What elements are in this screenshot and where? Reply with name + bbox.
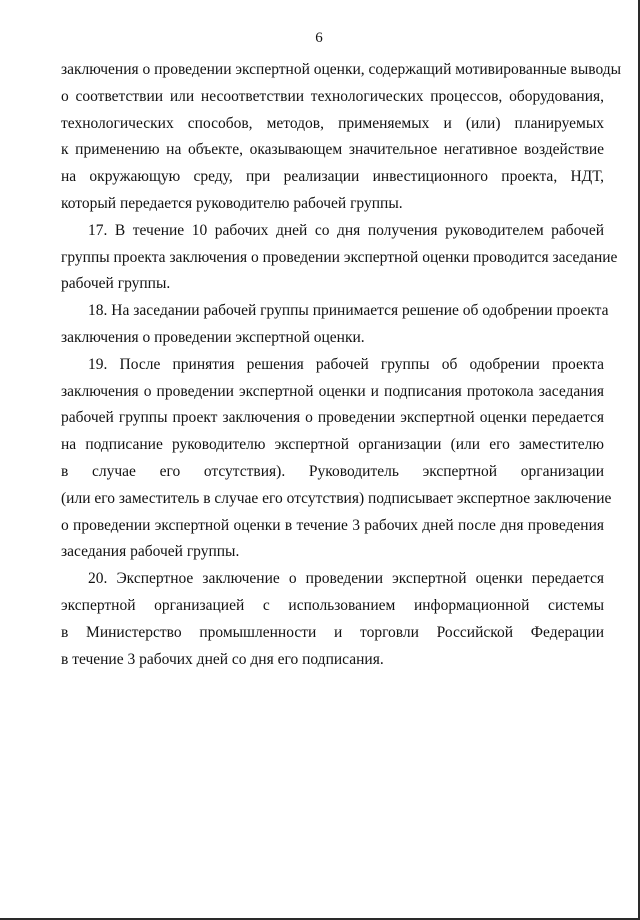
- document-body: [61, 57, 622, 673]
- text-line: рабочей группы.: [61, 275, 171, 293]
- text-line: который передается руководителю рабочей группы.: [61, 194, 403, 212]
- text-line: в течение 3 рабочих дней со дня его подписания.: [61, 650, 384, 668]
- text-line: 18. На заседании рабочей группы принимается решение об одобрении проекта: [88, 302, 609, 320]
- text-line: заключения о проведении экспертной оценки.: [61, 328, 365, 346]
- text-line: о проведении экспертной оценки в течение 3 рабочих дней после дня проведения: [61, 516, 604, 534]
- text-line: 19. После принятия решения рабочей группы об одобрении проекта: [88, 355, 604, 373]
- text-line: заключения о проведении экспертной оценки, содержащий мотивированные выводы: [61, 61, 622, 78]
- text-line: на подписание руководителю экспертной организации (или его заместителю: [61, 436, 604, 454]
- text-line: заседания рабочей группы.: [61, 543, 240, 561]
- text-line: на окружающую среду, при реализации инвестиционного проекта, НДТ,: [61, 168, 604, 186]
- text-line: группы проекта заключения о проведении экспертной оценки проводится заседание: [61, 248, 618, 266]
- paragraph-20: [61, 566, 604, 673]
- page-number: 6: [315, 30, 323, 46]
- paragraph-continuation: [61, 57, 622, 218]
- text-line: рабочей группы проект заключения о проведении экспертной оценки передается: [61, 409, 604, 427]
- text-line: в случае его отсутствия). Руководитель экспертной организации: [61, 462, 604, 480]
- text-line: в Министерство промышленности и торговли Российской Федерации: [61, 623, 604, 641]
- text-line: заключения о проведении экспертной оценки и подписания протокола заседания: [61, 382, 604, 400]
- paragraph-17: [61, 218, 618, 298]
- text-line: экспертной организацией с использованием информационной системы: [61, 596, 604, 614]
- paragraph-18: [61, 298, 609, 352]
- text-line: (или его заместитель в случае его отсутствия) подписывает экспертное заключение: [61, 489, 612, 507]
- text-line: 17. В течение 10 рабочих дней со дня получения руководителем рабочей: [88, 221, 604, 239]
- text-line: технологических способов, методов, применяемых и (или) планируемых: [61, 114, 604, 132]
- paragraph-19: [61, 352, 612, 566]
- text-line: о соответствии или несоответствии технологических процессов, оборудования,: [61, 87, 604, 105]
- text-line: 20. Экспертное заключение о проведении экспертной оценки передается: [88, 570, 604, 588]
- text-line: к применению на объекте, оказывающем значительное негативное воздействие: [61, 141, 604, 159]
